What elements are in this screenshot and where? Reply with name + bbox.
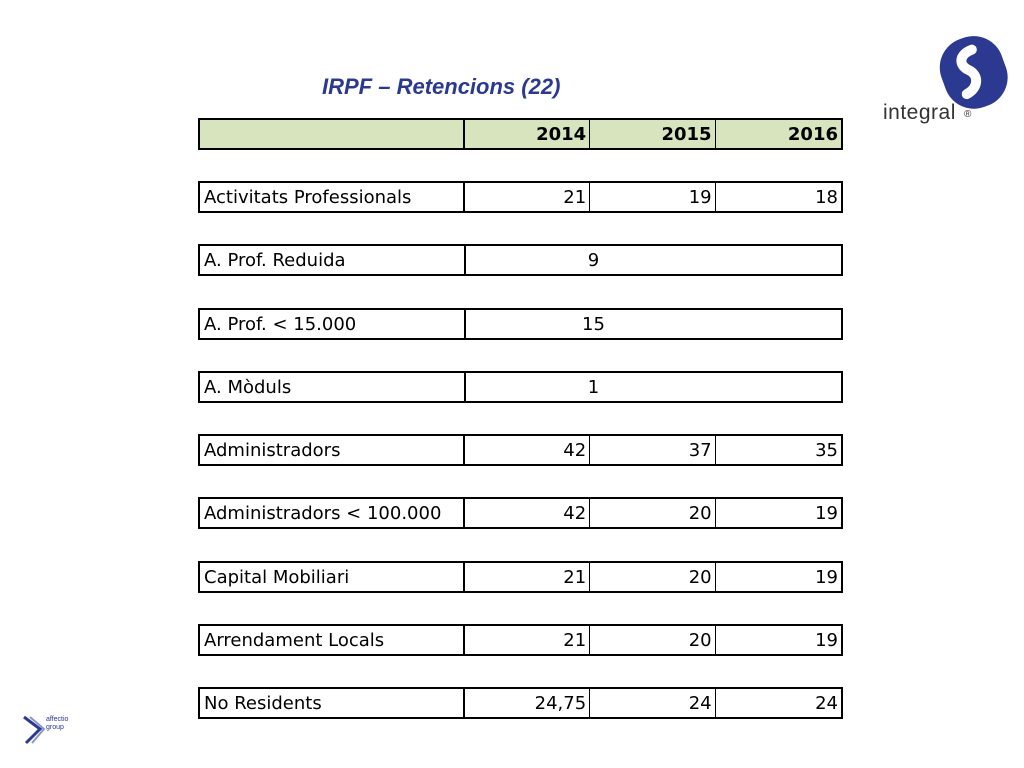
value-2014: 21 (465, 626, 590, 654)
value-2014: 21 (465, 183, 590, 211)
row-label: Capital Mobiliari (200, 563, 465, 591)
value-2014: 42 (465, 436, 590, 464)
row-no-residents (198, 687, 843, 719)
row-a-prof-reduida (198, 244, 843, 276)
row-a-moduls (198, 371, 843, 403)
value-2016: 19 (815, 566, 838, 588)
value-2015: 19 (590, 183, 715, 211)
value-2015: 20 (590, 626, 715, 654)
row-label: No Residents (200, 689, 465, 717)
row-administradors-100000 (198, 497, 843, 529)
value-2016: 19 (815, 502, 838, 524)
integral-logo-text: integral (883, 101, 956, 124)
value-2015: 20 (590, 563, 715, 591)
header-year-2016: 2016 (787, 123, 838, 145)
value-2014: 21 (465, 563, 590, 591)
row-label: Arrendament Locals (200, 626, 465, 654)
row-arrendament-locals (198, 624, 843, 656)
value-2014: 24,75 (465, 689, 590, 717)
header-label-cell (200, 120, 465, 148)
row-activitats-professionals (198, 181, 843, 213)
value-2016: 18 (815, 186, 838, 208)
row-label: A. Prof. Reduida (200, 246, 466, 274)
value-2016: 24 (815, 692, 838, 714)
merged-value: 9 (587, 249, 600, 271)
row-capital-mobiliari (198, 561, 843, 593)
header-year-2015: 2015 (590, 120, 715, 148)
merged-value: 1 (587, 376, 600, 398)
row-label: A. Mòduls (200, 373, 466, 401)
merged-value: 15 (582, 313, 605, 335)
value-2016: 35 (815, 439, 838, 461)
value-2015: 37 (590, 436, 715, 464)
year-header-row (198, 118, 843, 150)
value-2015: 20 (590, 499, 715, 527)
header-year-2014: 2014 (465, 120, 590, 148)
affectio-line2: group (46, 724, 64, 731)
row-label: Activitats Professionals (200, 183, 465, 211)
affectio-logo-text (46, 716, 68, 732)
row-label: Administradors < 100.000 (200, 499, 465, 527)
row-label: A. Prof. < 15.000 (200, 310, 466, 338)
row-label: Administradors (200, 436, 465, 464)
page-title: IRPF – Retencions (22) (322, 74, 561, 99)
row-a-prof-15000 (198, 308, 843, 340)
row-administradors (198, 434, 843, 466)
value-2014: 42 (465, 499, 590, 527)
value-2015: 24 (590, 689, 715, 717)
affectio-line1: affectio (46, 716, 69, 723)
registered-mark: ® (964, 109, 972, 120)
value-2016: 19 (815, 629, 838, 651)
